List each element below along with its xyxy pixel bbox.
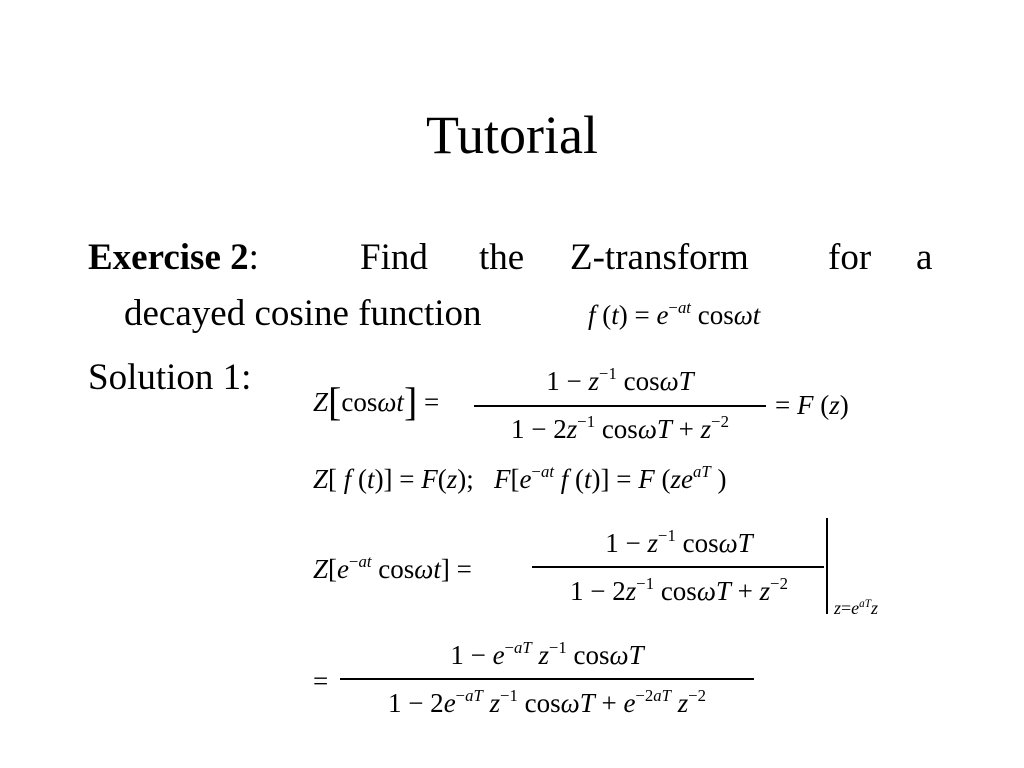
exercise-line-2: decayed cosine function (124, 293, 482, 334)
eq3-subscript: $z=e^{aT}z$ (834, 597, 878, 618)
eq1-numerator: $1 - z^{-1}$ cosωT (546, 364, 694, 396)
eq1-fraction-bar (474, 405, 766, 407)
exercise-word-the: the (479, 237, 525, 278)
eq4-denominator: $1 - 2e^{-aT}$ $z^{-1}$ $\cos\omega T + e^{-2aT}$ $z^{-2}$ (387, 686, 707, 718)
exercise-colon: : (248, 237, 259, 278)
eq3-lhs: $Z[e^{-at}$ cosωt] = (313, 552, 472, 584)
eq3-evaluation-bar (826, 518, 828, 614)
eq4-numerator: $1 - e^{-aT}$ $z^{-1}$ cosωT (450, 638, 644, 670)
exercise-word-ztransform: Z-transform (570, 237, 749, 278)
slide-title: Tutorial (425, 105, 599, 165)
eq1-lhs: Z[cosωt] = (313, 379, 440, 424)
exercise-label-row (88, 236, 259, 280)
eq4-lhs: = (313, 666, 329, 696)
equation-2: Z[ f (t)] = F(z); $F[e^{-at}$ f (t)] = F ($ze^{aT}$ ) (313, 462, 727, 494)
exercise-word-a: a (916, 237, 933, 278)
eq3-fraction-bar (532, 566, 824, 568)
exercise-word-for: for (828, 237, 872, 278)
eq3-numerator: $1 - z^{-1}$ cosωT (605, 526, 753, 558)
eq4-fraction-bar (340, 678, 754, 680)
exercise-formula: f $(t) = e^{-at}$ cosωt (588, 298, 761, 330)
eq3-denominator: $1 - 2z^{-1}$ $\cos\omega T + z^{-2}$ (570, 574, 788, 606)
exercise-label: Exercise 2 (88, 237, 249, 278)
solution-label: Solution 1: (88, 357, 252, 398)
exercise-word-find: Find (360, 237, 428, 278)
eq1-rhs: = F (z) (775, 390, 849, 420)
eq1-denominator: $1 - 2z^{-1}$ $\cos\omega T + z^{-2}$ (511, 412, 729, 444)
